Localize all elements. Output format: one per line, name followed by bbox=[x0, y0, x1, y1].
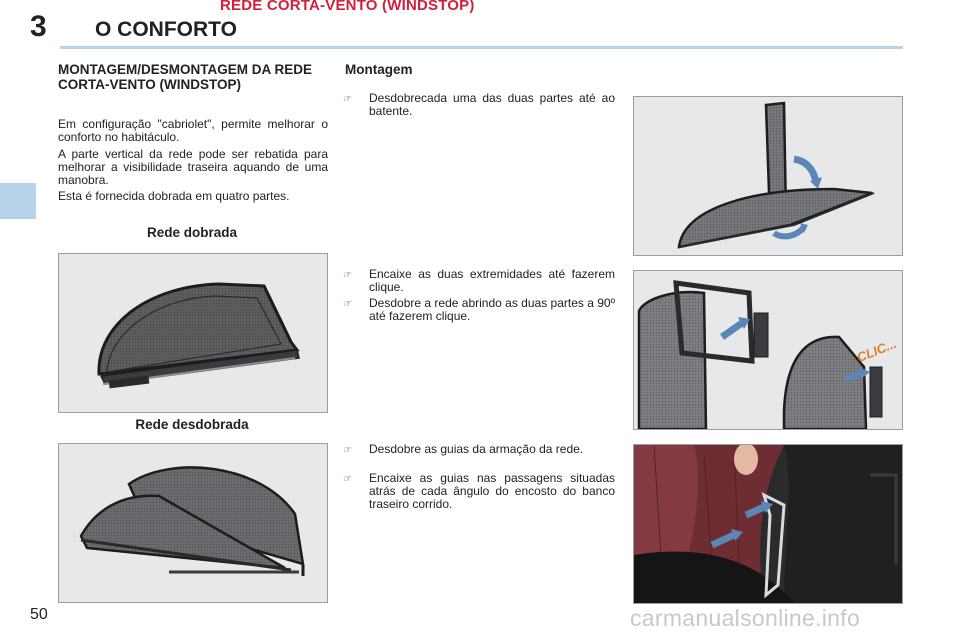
step-insert-guides bbox=[343, 472, 615, 511]
folded-net-image bbox=[58, 253, 328, 413]
step-fit-ends bbox=[343, 268, 615, 294]
pointer-hand-icon: ☞ bbox=[343, 94, 352, 105]
fit-ends-image bbox=[633, 270, 903, 430]
chapter-tab-marker bbox=[0, 183, 36, 219]
step-text: Desdobre a rede abrindo as duas partes a 90º até fazerem clique. bbox=[369, 296, 615, 323]
unfolded-net-image bbox=[58, 443, 328, 603]
watermark: carmanualsonline.info bbox=[630, 605, 861, 631]
step-text: Desdobrecada uma das duas partes até ao batente. bbox=[369, 91, 615, 118]
running-title: REDE CORTA-VENTO (WINDSTOP) bbox=[220, 0, 475, 14]
step-text: Encaixe as duas extremidades até fazerem clique. bbox=[369, 267, 615, 294]
step-text: Desdobre as guias da armação da rede. bbox=[369, 442, 584, 456]
caption-unfolded: Rede desdobrada bbox=[135, 417, 249, 432]
pointer-hand-icon: ☞ bbox=[343, 445, 352, 456]
raise-net-image bbox=[633, 96, 903, 256]
visibility-paragraph: A parte vertical da rede pode ser rebatida para melhorar a visibilidade traseira aquando de uma manobra. bbox=[58, 147, 328, 187]
pointer-hand-icon: ☞ bbox=[343, 474, 352, 485]
insert-guides-image bbox=[633, 444, 903, 604]
step-unfold-parts bbox=[343, 92, 615, 118]
page-number: 50 bbox=[30, 606, 48, 623]
chapter-title: O CONFORTO bbox=[95, 18, 237, 41]
pointer-hand-icon: ☞ bbox=[343, 299, 352, 310]
intro-paragraph: Em configuração "cabriolet", permite melhorar o conforto no habitáculo. bbox=[58, 117, 328, 144]
step-text: Encaixe as guias nas passagens situadas atrás de cada ângulo do encosto do banco traseiro corrido. bbox=[369, 471, 615, 511]
step-unfold-guides bbox=[343, 443, 615, 457]
click-label: CLIC... bbox=[854, 335, 899, 366]
header-rule bbox=[60, 46, 903, 49]
folding-paragraph: Esta é fornecida dobrada em quatro partes. bbox=[58, 189, 290, 203]
step-open-net bbox=[343, 297, 615, 323]
chapter-number: 3 bbox=[30, 10, 47, 43]
section-title: MONTAGEM/DESMONTAGEM DA REDE CORTA-VENTO (WINDSTOP) bbox=[58, 62, 312, 92]
pointer-hand-icon: ☞ bbox=[343, 270, 352, 281]
caption-folded: Rede dobrada bbox=[146, 225, 238, 240]
mounting-title: Montagem bbox=[345, 62, 413, 77]
